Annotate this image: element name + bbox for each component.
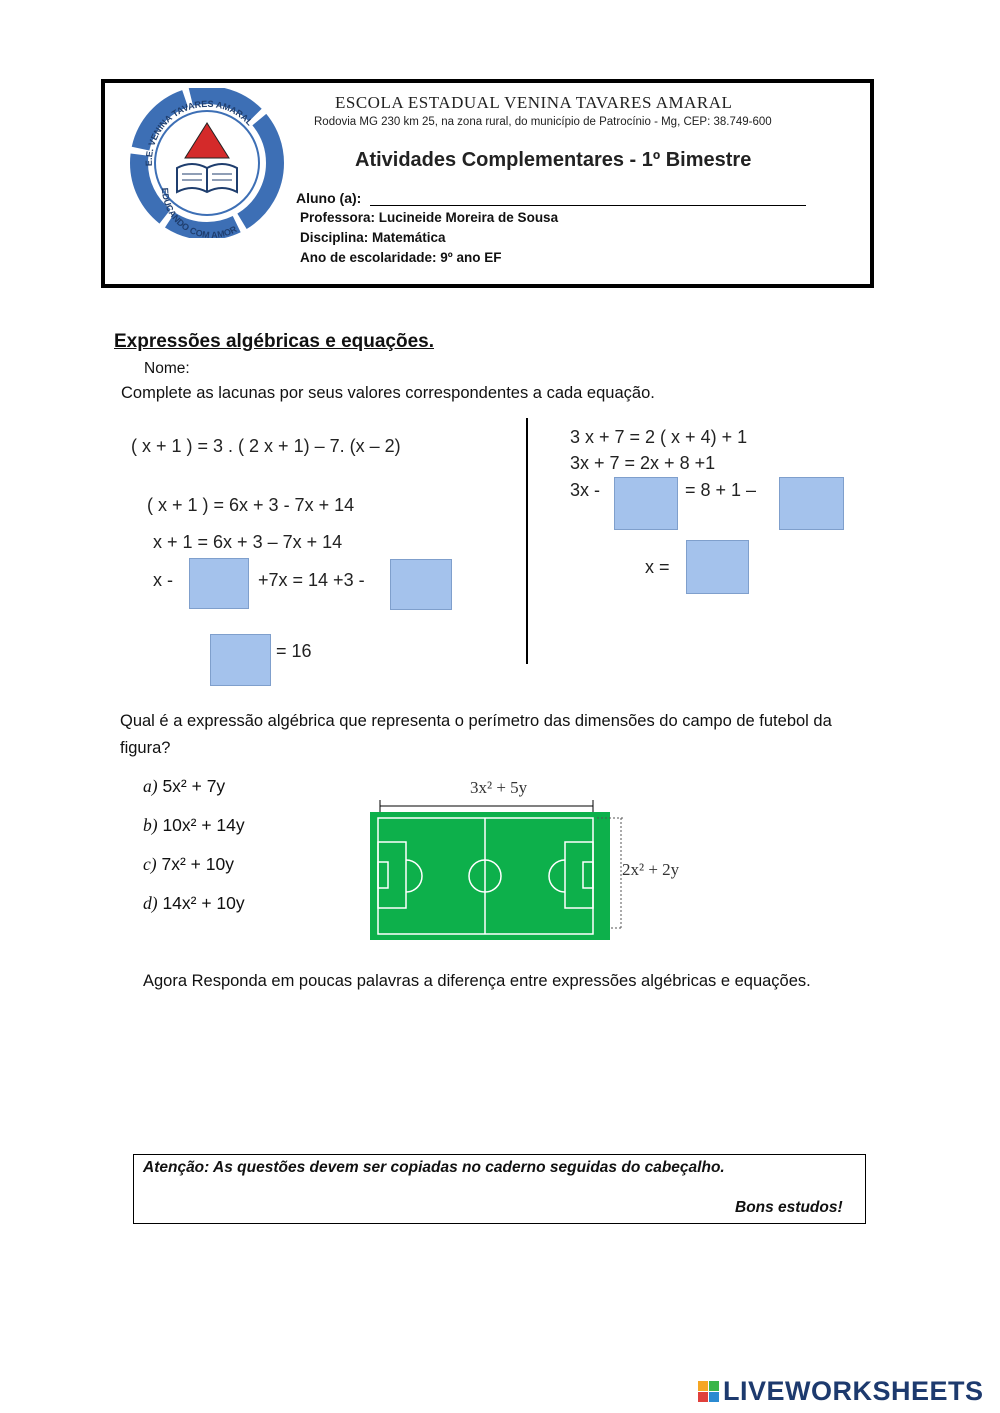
right-eq-line1: 3 x + 7 = 2 ( x + 4) + 1 (570, 427, 748, 447)
student-name-line (370, 205, 806, 206)
left-eq-line5: = 16 (276, 641, 312, 661)
name-label: Nome: (144, 360, 190, 377)
school-name: ESCOLA ESTADUAL VENINA TAVARES AMARAL (335, 93, 733, 112)
instruction-text: Complete as lacunas por seus valores correspondentes a cada equação. (121, 384, 655, 402)
section-title: Expressões algébricas e equações. (114, 331, 435, 352)
option-d-text: 14x² + 10y (157, 893, 245, 913)
option-a-letter: a) (143, 776, 158, 796)
teacher-name: Professora: Lucineide Moreira de Sousa (300, 210, 559, 225)
right-blank-1[interactable] (614, 477, 678, 530)
option-b[interactable] (143, 815, 245, 836)
right-eq-line3-b: = 8 + 1 – (685, 480, 757, 500)
question2-text: Qual é a expressão algébrica que representa o perímetro das dimensões do campo de futebol da figura? (120, 712, 832, 757)
answer-textarea[interactable] (143, 1030, 847, 1124)
option-d-letter: d) (143, 893, 158, 913)
option-c-text: 7x² + 10y (156, 854, 234, 874)
right-eq-line3-a: 3x - (570, 480, 601, 500)
option-a[interactable] (143, 776, 225, 797)
logo-bottom-text: EDUCANDO COM AMOR (159, 187, 239, 238)
activity-title: Atividades Complementares - 1º Bimestre (355, 149, 752, 171)
school-address: Rodovia MG 230 km 25, na zona rural, do município de Patrocínio - Mg, CEP: 38.749-600 (314, 116, 772, 128)
farewell-text: Bons estudos! (735, 1199, 843, 1216)
column-divider (526, 418, 528, 664)
soccer-field-figure (365, 800, 630, 945)
left-blank-3[interactable] (210, 634, 271, 686)
right-blank-2[interactable] (779, 477, 844, 530)
option-c[interactable] (143, 854, 234, 875)
option-a-text: 5x² + 7y (157, 776, 226, 796)
subject: Disciplina: Matemática (300, 230, 446, 245)
left-eq-line3: x + 1 = 6x + 3 – 7x + 14 (153, 532, 343, 552)
right-blank-3[interactable] (686, 540, 749, 594)
notice-text: Atenção: As questões devem ser copiadas no caderno seguidas do cabeçalho. (143, 1159, 725, 1176)
right-eq-line4: x = (645, 557, 670, 577)
school-logo (122, 88, 292, 238)
option-c-letter: c) (143, 854, 157, 874)
left-eq-line4-a: x - (153, 570, 173, 590)
option-d[interactable] (143, 893, 245, 914)
brand-mark-icon (698, 1381, 719, 1402)
question3-text: Agora Responda em poucas palavras a diferença entre expressões algébricas e equações. (143, 972, 811, 990)
brand-logo (698, 1376, 984, 1407)
left-eq-line4-b: +7x = 14 +3 - (258, 570, 365, 590)
field-width-label: 3x² + 5y (470, 778, 528, 797)
field-height-label: 2x² + 2y (622, 860, 680, 879)
option-b-letter: b) (143, 815, 158, 835)
student-label: Aluno (a): (296, 190, 362, 206)
left-eq-line1: ( x + 1 ) = 3 . ( 2 x + 1) – 7. (x – 2) (131, 436, 401, 456)
right-eq-line2: 3x + 7 = 2x + 8 +1 (570, 453, 716, 473)
logo-top-text: E.E. VENINA TAVARES AMARAL (143, 98, 255, 167)
left-eq-line2: ( x + 1 ) = 6x + 3 - 7x + 14 (147, 495, 355, 515)
left-blank-2[interactable] (390, 559, 452, 610)
grade-level: Ano de escolaridade: 9º ano EF (300, 250, 502, 265)
brand-name: LIVEWORKSHEETS (723, 1376, 984, 1406)
option-b-text: 10x² + 14y (157, 815, 245, 835)
left-blank-1[interactable] (189, 558, 249, 609)
